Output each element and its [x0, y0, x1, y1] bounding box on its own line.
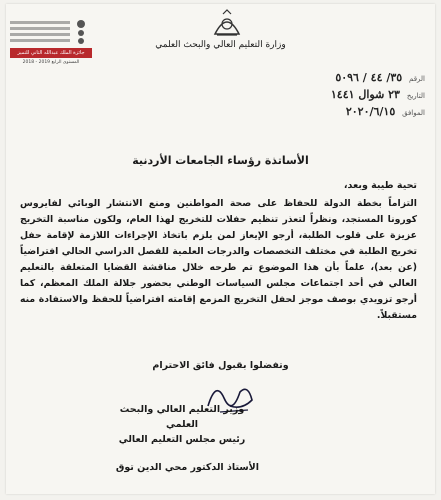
award-badge-label: جائزة الملك عبدالله الثاني للتميز — [10, 48, 92, 58]
reference-gregorian-row — [331, 104, 425, 121]
reference-date-row — [331, 87, 425, 104]
signatory-title-2: رئيس مجلس التعليم العالي — [118, 434, 246, 445]
reference-gregorian-value: ٢٠٢٠/٦/١٥ — [345, 105, 396, 118]
reference-number-row — [331, 70, 425, 87]
letter-addressee: الأساتذة رؤساء الجامعات الأردنية — [132, 154, 309, 167]
reference-number-value: ٣٥/ ٤٤ / ٥٠٩٦ — [335, 71, 403, 84]
signatory-name: الأستاذ الدكتور محي الدين توق — [115, 462, 259, 473]
reference-gregorian-label: الموافق — [402, 109, 425, 117]
signatory-titles — [107, 402, 257, 447]
reference-date-label: التاريخ — [406, 92, 425, 100]
letter-closing: وتفضلوا بقبول فائق الاحترام — [152, 360, 289, 371]
letter-paragraph: التزاماً بخطة الدولة للحفاظ على صحة المواطنين ومنع الانتشار الوبائي لفايروس كورونا المستجد، ونظراً لتعذر تنظيم حفلات للتخريج لهذا العام، ولكون مناسبة التخريج عزيزة على قلوب الطلبة، أرجو الإيعاز لمن يلزم باتخاذ الإجراءات اللازمة لإقامة حفل تخريج الطلبة في مختلف التخصصات والدرجات العلمية للفصل الدراسي الحالي افتراضياً (عن بعد)، علماً بأن هذا الموضوع تم طرحه خلال مناقشة القضايا المتعلقة بالتعليم العالي في أحد اجتماعات مجلس السياسات الوطني بحضور جلالة الملك المعظم، كما أرجو تزويدي بوصف موجز لحفل التخريج المزمع إقامته افتراضياً للحفظ والاستفادة منه مستقبلاً. — [20, 198, 417, 321]
award-badge-caption: المستوى الرابع 2019 - 2018 — [22, 60, 80, 65]
reference-date-hijri: ٢٣ شوال ١٤٤١ — [330, 88, 400, 101]
ministry-name: وزارة التعليم العالي والبحث العلمي — [155, 40, 286, 50]
letter-page — [6, 4, 435, 494]
reference-block — [331, 70, 425, 121]
jordan-emblem-icon — [211, 8, 243, 38]
reference-number-label: الرقم — [409, 75, 425, 83]
signatory-title-1: وزير التعليم العالي والبحث العلمي — [119, 404, 245, 430]
letter-greeting: تحية طيبة وبعد، — [343, 180, 417, 191]
letter-body — [20, 196, 417, 324]
